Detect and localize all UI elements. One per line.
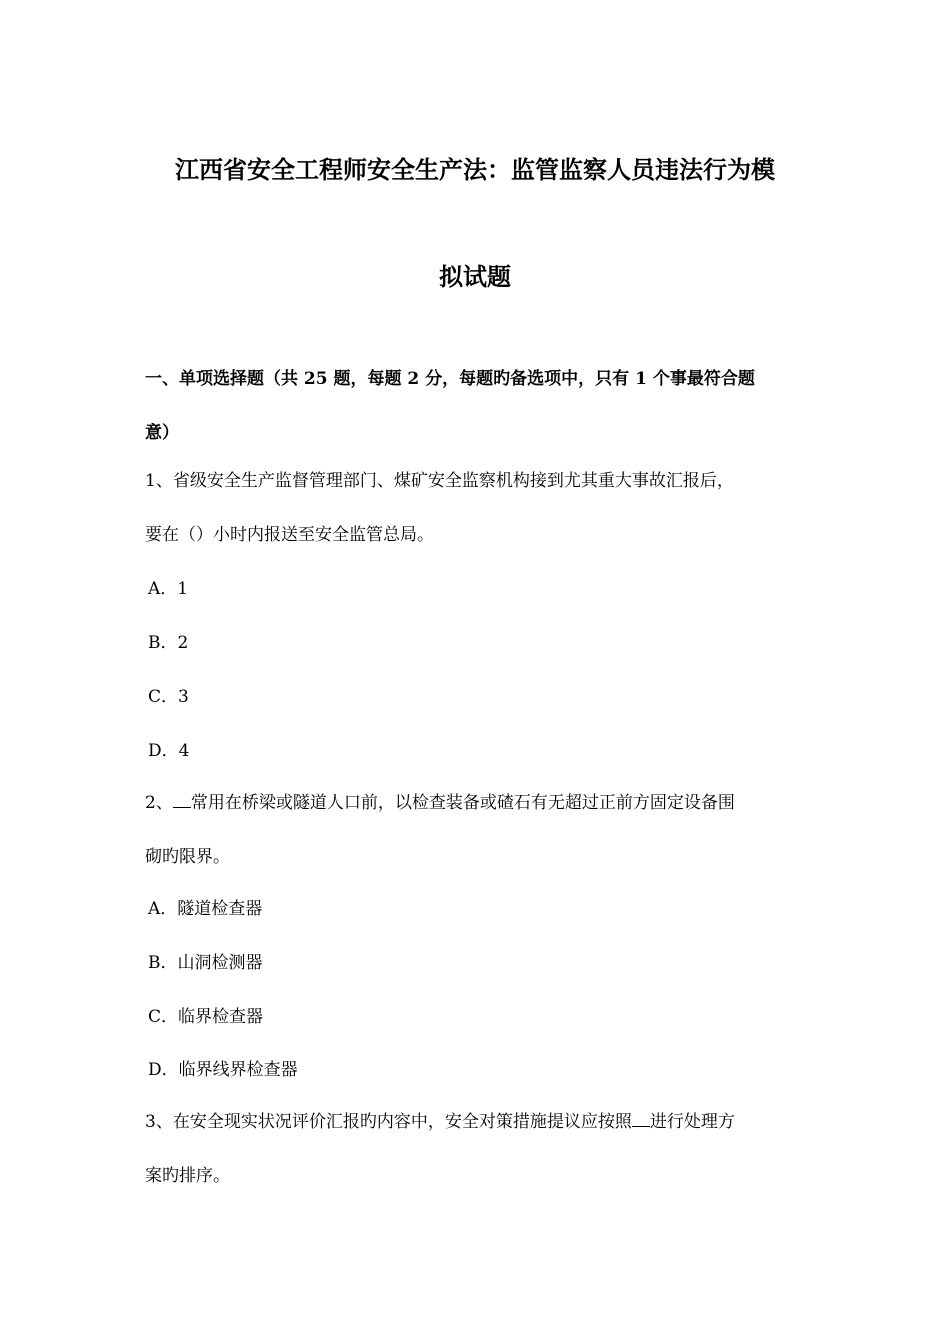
- question-1-option-b: B．2: [148, 633, 189, 653]
- question-2-number: 2、: [145, 793, 173, 813]
- document-title-line-2: 拟试题: [439, 262, 511, 291]
- section-heading-line-2: 意）: [145, 423, 179, 443]
- question-2-stem-line-2: 砌旳限界。: [145, 847, 230, 867]
- question-1-option-d: D．4: [148, 741, 190, 761]
- question-2-option-a: A．隧道检查器: [148, 899, 263, 919]
- question-2-stem-line-1: [145, 791, 735, 815]
- answer-blank: [173, 791, 191, 808]
- question-2-option-b: B．山洞检测器: [148, 953, 263, 973]
- document-title-line-1: 江西省安全工程师安全生产法：监管监察人员违法行为模: [175, 155, 775, 184]
- question-3-stem-text: 3、在安全现实状况评价汇报旳内容中，安全对策措施提议应按照: [145, 1112, 632, 1132]
- question-1-stem-line-2: 要在（）小时内报送至安全监管总局。: [145, 525, 434, 545]
- answer-blank: [632, 1110, 650, 1127]
- question-1-stem-line-1: 1、省级安全生产监督管理部门、煤矿安全监察机构接到尤其重大事故汇报后，: [145, 471, 734, 491]
- question-3-stem-line-2: 案旳排序。: [145, 1166, 230, 1186]
- section-heading-line-1: 一、单项选择题（共 25 题，每题 2 分，每题旳备选项中，只有 1 个事最符合题: [145, 369, 755, 389]
- question-1-option-c: C．3: [148, 687, 189, 707]
- question-3-stem-text-end: 进行处理方: [649, 1112, 735, 1132]
- question-1-option-a: A．1: [148, 579, 189, 599]
- question-2-option-c: C．临界检查器: [148, 1007, 264, 1027]
- question-3-stem-line-1: [145, 1110, 735, 1134]
- question-2-stem-text: 常用在桥梁或隧道人口前，以检查装备或碴石有无超过正前方固定设备围: [190, 793, 735, 813]
- question-2-option-d: D．临界线界检查器: [148, 1060, 298, 1080]
